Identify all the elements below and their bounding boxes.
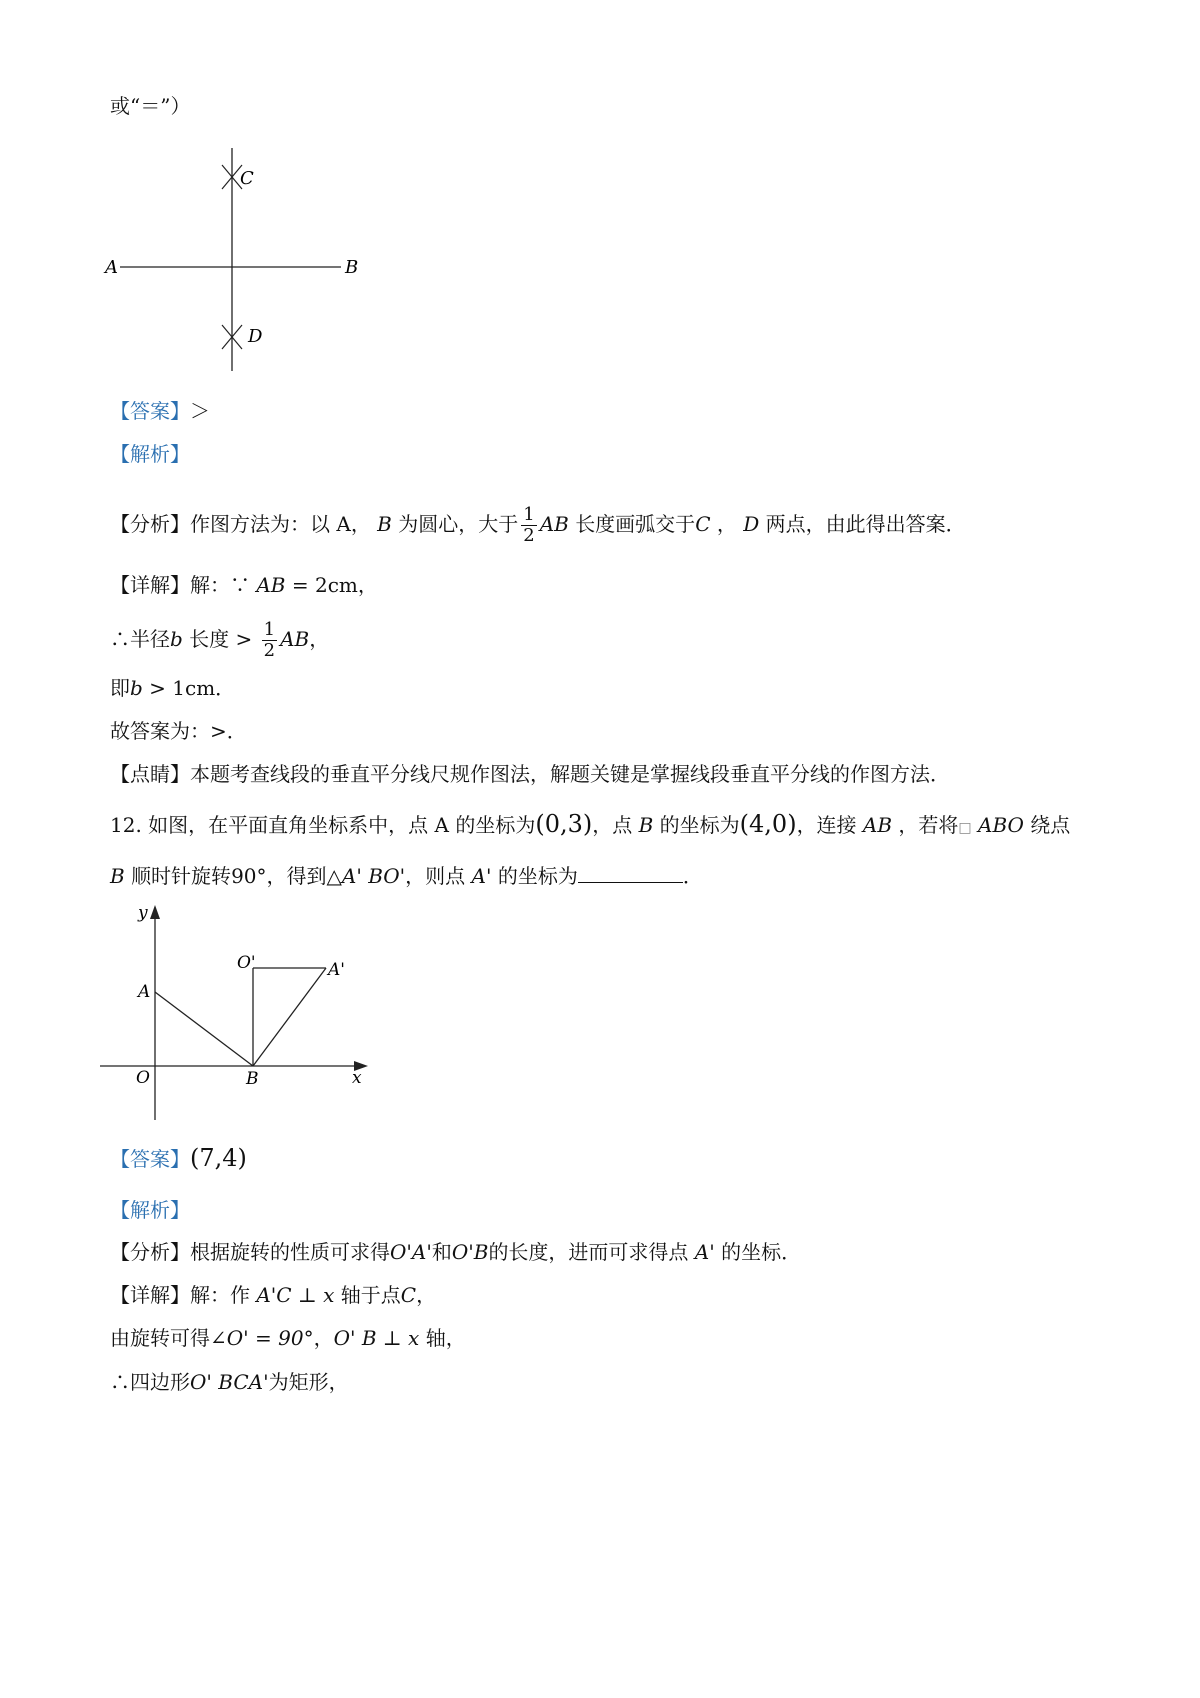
analysis-label: 【解析】 <box>110 442 190 466</box>
text-fragment: 作图方法为：以 <box>190 512 330 536</box>
text-fragment: ∴四边形 <box>110 1370 190 1394</box>
text-fragment: A' <box>471 864 492 888</box>
xiangjie-label: 【详解】 <box>110 1283 190 1307</box>
text-fragment: b <box>130 676 143 700</box>
fraction-num: 1 <box>263 619 276 640</box>
label-o-prime: O' <box>237 953 256 973</box>
label-a-prime: A' <box>328 960 345 980</box>
label-b: B <box>345 257 359 278</box>
text-fragment: □ <box>958 820 972 836</box>
text-fragment: 长度 > <box>182 627 259 651</box>
answer-value: (7,4) <box>190 1144 247 1172</box>
text-fragment: O' BCA' <box>190 1370 269 1394</box>
answer-value: ＞ <box>190 399 210 423</box>
text-fragment: B <box>110 864 125 888</box>
figure-perpendicular-bisector <box>105 145 385 385</box>
text-fragment: 长度画弧交于 <box>575 512 696 536</box>
text-fragment: D <box>743 512 760 536</box>
text-fragment: ， <box>313 1326 334 1350</box>
fraction-den: 2 <box>263 640 276 661</box>
text-fragment: C <box>695 512 711 536</box>
label-a: A <box>105 257 118 278</box>
text-fragment: 两点，由此得出答案． <box>765 512 966 536</box>
text-fragment: ． <box>682 864 703 888</box>
dianjing-line <box>110 760 950 788</box>
fenxi-label: 【分析】 <box>110 1240 190 1264</box>
text-fragment: ，得到 <box>266 864 327 888</box>
fraction <box>521 505 536 546</box>
analysis-label: 【解析】 <box>110 1198 190 1222</box>
text-fragment: = 2cm， <box>285 573 378 597</box>
label-d: D <box>248 326 263 347</box>
text-fragment: 的长度，进而可求得点 <box>488 1240 689 1264</box>
fraction-den: 2 <box>523 525 535 546</box>
text-fragment: AB <box>539 512 569 536</box>
fenxi-line <box>110 505 966 546</box>
text-fragment: 的坐标为 <box>497 864 578 888</box>
text-fragment: ， <box>309 627 330 651</box>
text-line: 故答案为：>． <box>110 719 247 743</box>
text-fragment: 解：作 <box>190 1283 250 1307</box>
text-fragment: ，点 <box>592 813 633 837</box>
question-line <box>110 810 1070 842</box>
segment-a2b <box>253 968 326 1066</box>
answer-blank <box>578 862 683 883</box>
text-fragment: 和 <box>431 1240 452 1264</box>
text-line <box>110 674 235 702</box>
label-y: y <box>138 903 148 923</box>
figure-coordinate-rotation <box>100 900 400 1130</box>
text-fragment: A'C ⊥ x <box>256 1283 335 1307</box>
y-axis-arrow <box>150 905 160 919</box>
text-fragment: 轴于点 <box>340 1283 401 1307</box>
answer-line <box>110 397 210 425</box>
text-fragment: B <box>377 512 392 536</box>
answer-line <box>110 1144 247 1173</box>
text-fragment: B <box>638 813 654 837</box>
text-fragment: ，若将 <box>898 813 959 837</box>
text-fragment: ABO <box>978 813 1024 837</box>
text-fragment: ， <box>716 512 737 536</box>
text-fragment: AB <box>862 813 893 837</box>
text-fragment: O'A' <box>390 1240 432 1264</box>
label-x: x <box>352 1068 362 1088</box>
fraction <box>262 620 277 661</box>
answer-label: 【答案】 <box>110 399 190 423</box>
text-fragment: (4,0) <box>739 810 797 838</box>
text-fragment: 90° <box>231 864 267 888</box>
text-fragment: 或“＝”） <box>110 94 191 118</box>
answer-label: 【答案】 <box>110 1147 190 1171</box>
text-fragment: △A' BO' <box>326 864 406 888</box>
text-fragment: 绕点 <box>1030 813 1071 837</box>
text-fragment: AB <box>280 627 310 651</box>
text-fragment: ， <box>350 512 371 536</box>
text-line <box>110 1368 349 1396</box>
text-fragment: ∠O' = 90° <box>210 1326 314 1350</box>
text-fragment: ，则点 <box>405 864 466 888</box>
label-c: C <box>240 168 254 189</box>
text-fragment: A <box>336 512 351 536</box>
text-fragment: b <box>170 627 183 651</box>
text-fragment: 即 <box>110 676 130 700</box>
text-fragment: 12. 如图，在平面直角坐标系中，点 A 的坐标为 <box>110 813 536 837</box>
segment-ab <box>155 992 253 1066</box>
text-fragment: 的坐标． <box>721 1240 802 1264</box>
fenxi-line <box>110 1238 801 1266</box>
xiangjie-line <box>110 1281 436 1309</box>
text-fragment: AB <box>256 573 286 597</box>
text-fragment: 由旋转可得 <box>110 1326 210 1350</box>
text-line <box>110 620 329 661</box>
text-fragment: O'B <box>451 1240 489 1264</box>
text-fragment: 为圆心，大于 <box>398 512 519 536</box>
text-fragment: 的坐标为 <box>659 813 740 837</box>
text-fragment: (0,3) <box>535 810 593 838</box>
label-o: O <box>136 1068 150 1088</box>
text-fragment: 轴， <box>425 1326 466 1350</box>
label-b: B <box>246 1069 259 1089</box>
xiangjie-label: 【详解】 <box>110 573 190 597</box>
label-a: A <box>138 982 151 1002</box>
text-fragment: 顺时针旋转 <box>131 864 232 888</box>
question-line <box>110 862 703 890</box>
fraction-num: 1 <box>523 504 535 525</box>
text-fragment: 本题考查线段的垂直平分线尺规作图法，解题关键是掌握线段垂直平分线的作图方法． <box>190 762 950 786</box>
text-fragment: ， <box>416 1283 437 1307</box>
text-line <box>110 92 190 120</box>
text-fragment: ，连接 <box>796 813 857 837</box>
text-fragment: 根据旋转的性质可求得 <box>190 1240 390 1264</box>
text-fragment: > 1cm． <box>142 676 236 700</box>
dianjing-label: 【点睛】 <box>110 762 190 786</box>
text-fragment: A' <box>694 1240 715 1264</box>
text-fragment: 为矩形， <box>268 1370 349 1394</box>
text-fragment: ∴半径 <box>110 627 170 651</box>
text-line <box>110 1324 466 1352</box>
text-fragment: 解：∵ <box>190 573 250 597</box>
xiangjie-line <box>110 571 378 599</box>
text-fragment: C <box>400 1283 417 1307</box>
fenxi-label: 【分析】 <box>110 512 190 536</box>
text-fragment: O' B ⊥ x <box>333 1326 420 1350</box>
